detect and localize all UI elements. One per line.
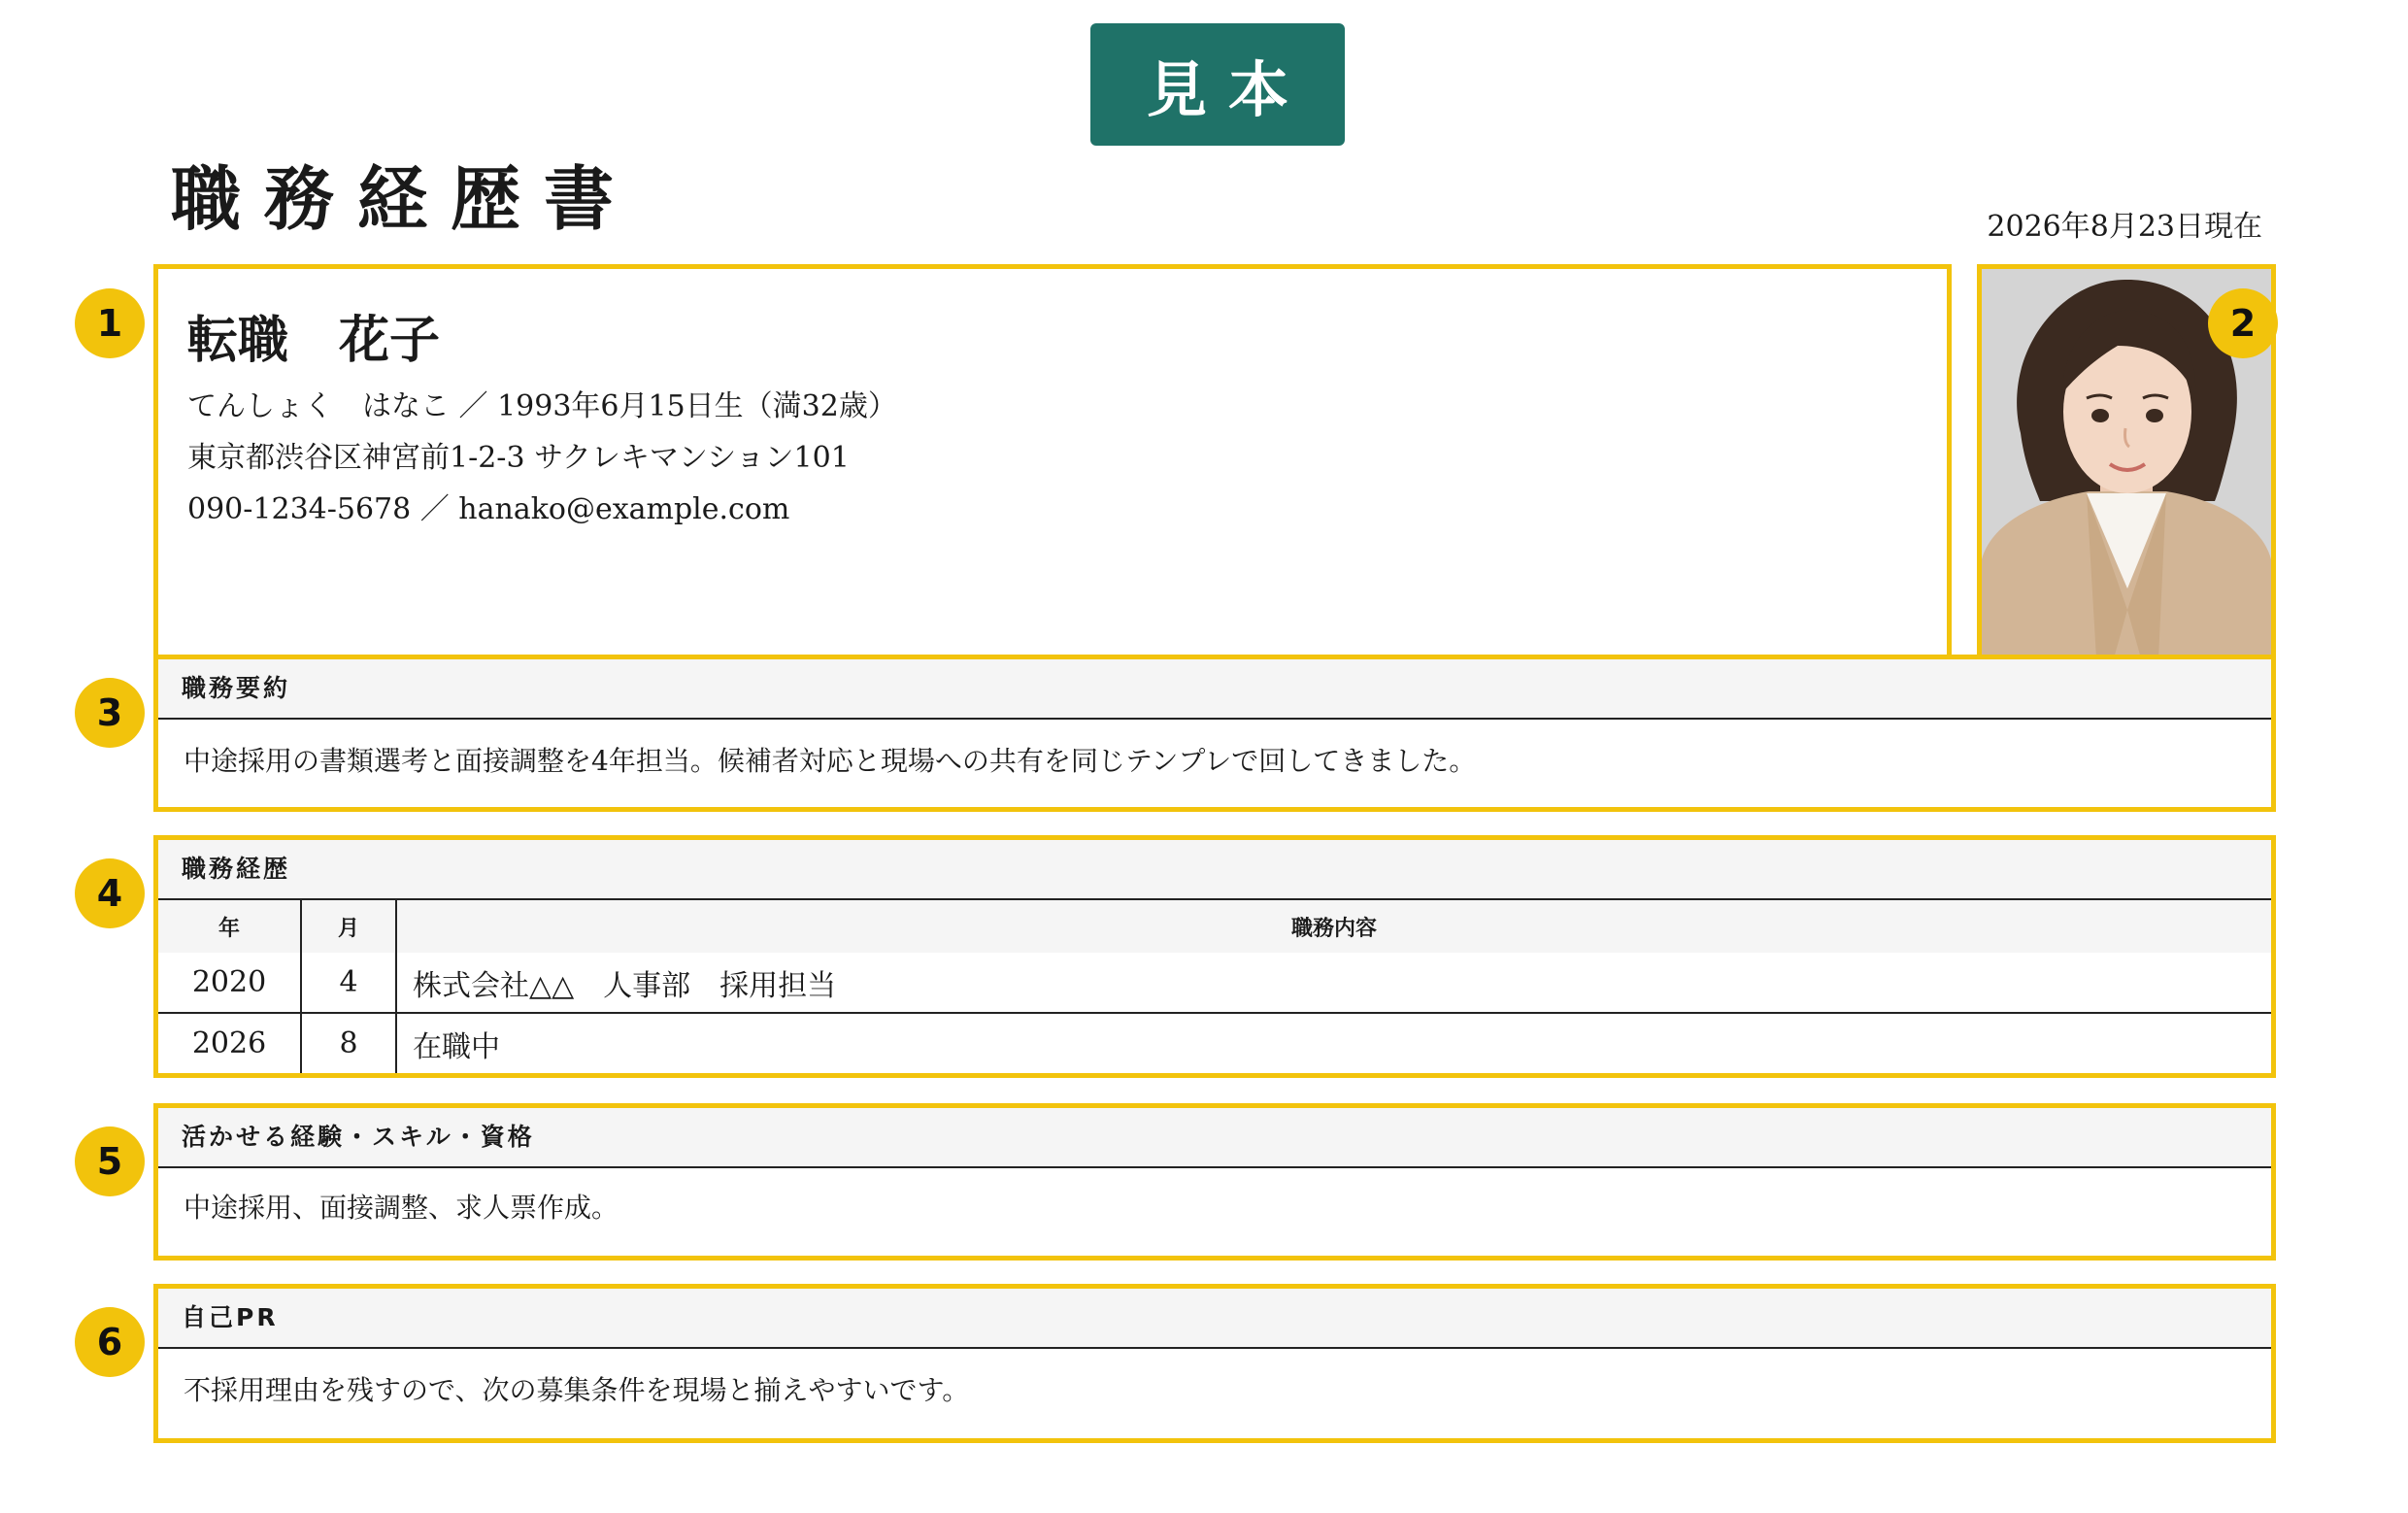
cell-year: 2020 — [158, 953, 301, 1013]
sample-badge: 見本 — [1090, 23, 1345, 146]
self-pr-section — [153, 1284, 2276, 1443]
callout-badge-3: 3 — [75, 678, 145, 748]
as-of-date: 2026年8月23日現在 — [1987, 210, 2262, 244]
career-table — [158, 900, 2271, 1073]
column-header-description: 職務内容 — [396, 900, 2271, 953]
column-header-year: 年 — [158, 900, 301, 953]
skills-section — [153, 1103, 2276, 1261]
document-title: 職務経歴書 — [171, 157, 638, 240]
summary-text: 中途採用の書類選考と面接調整を4年担当。候補者対応と現場への共有を同じテンプレで回してきました。 — [184, 745, 1477, 777]
cell-description: 在職中 — [396, 1013, 2271, 1073]
contact-info: 090-1234-5678 ／ hanako@example.com — [187, 492, 790, 526]
summary-section — [153, 655, 2276, 812]
self-pr-heading: 自己PR — [158, 1289, 2271, 1349]
self-pr-text: 不採用理由を残すので、次の募集条件を現場と揃えやすいです。 — [184, 1374, 970, 1406]
callout-badge-6: 6 — [75, 1307, 145, 1377]
address: 東京都渋谷区神宮前1-2-3 サクレキマンション101 — [187, 441, 850, 475]
personal-info-box — [153, 264, 1952, 662]
kana-and-birthdate: てんしょく はなこ ／ 1993年6月15日生（満32歳） — [187, 389, 897, 423]
table-row — [158, 953, 2271, 1013]
table-row — [158, 1013, 2271, 1073]
cell-month: 4 — [301, 953, 396, 1013]
callout-badge-4: 4 — [75, 858, 145, 928]
skills-text: 中途採用、面接調整、求人票作成。 — [184, 1192, 619, 1224]
callout-badge-5: 5 — [75, 1126, 145, 1196]
skills-heading: 活かせる経験・スキル・資格 — [158, 1108, 2271, 1168]
summary-heading: 職務要約 — [158, 659, 2271, 720]
full-name: 転職 花子 — [187, 311, 441, 370]
cell-year: 2026 — [158, 1013, 301, 1073]
cell-description: 株式会社△△ 人事部 採用担当 — [413, 968, 837, 1003]
callout-badge-2: 2 — [2208, 288, 2278, 358]
cell-month: 8 — [301, 1013, 396, 1073]
career-section — [153, 835, 2276, 1078]
callout-badge-1: 1 — [75, 288, 145, 358]
column-header-month: 月 — [301, 900, 396, 953]
career-table-header — [158, 900, 2271, 953]
career-heading: 職務経歴 — [158, 840, 2271, 900]
